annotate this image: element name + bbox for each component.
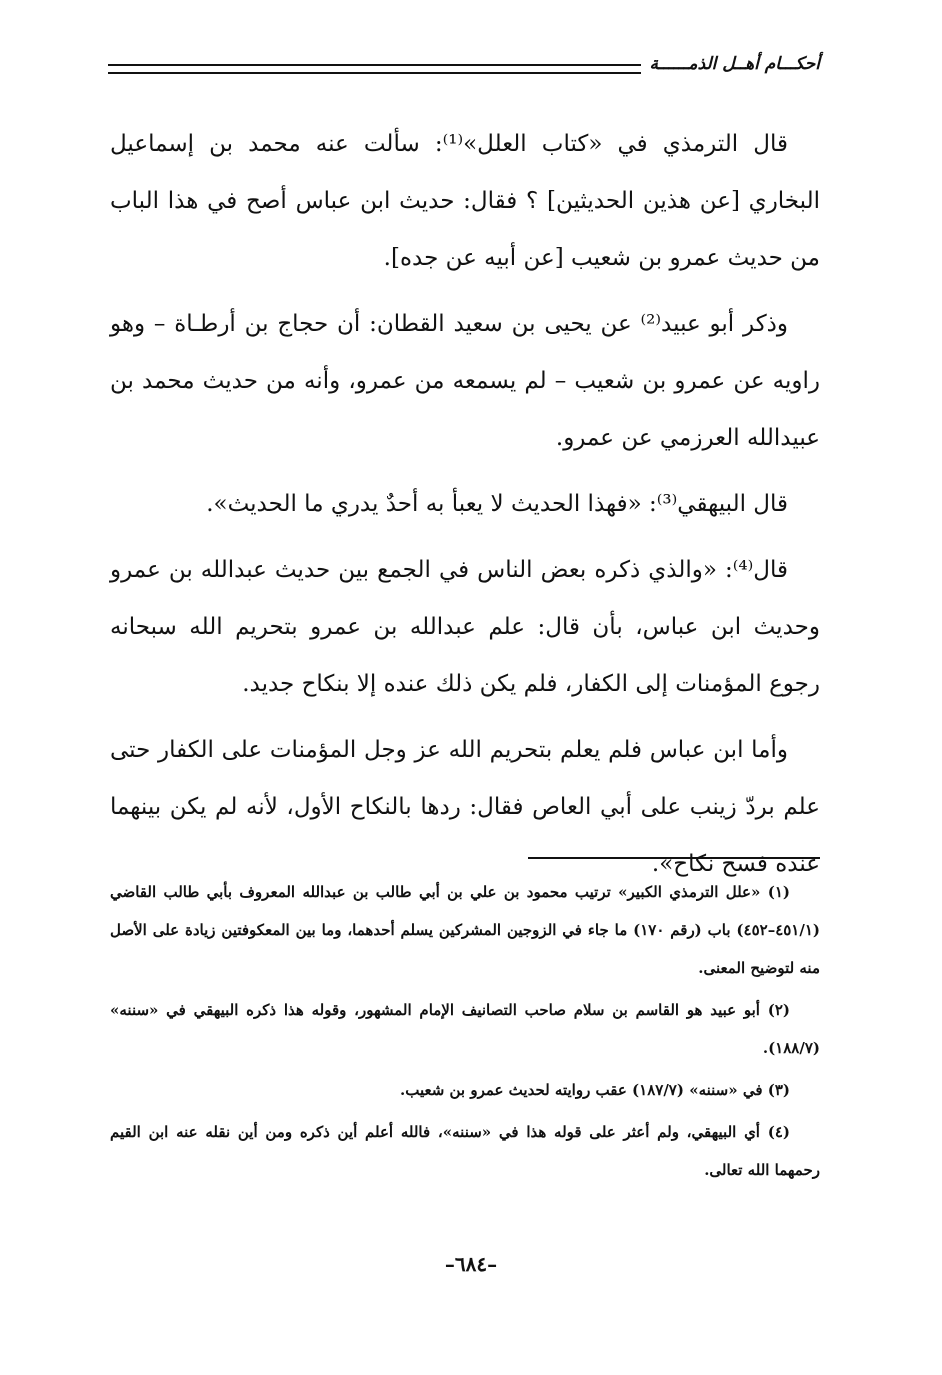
paragraph-1: قال الترمذي في «كتاب العلل»⁽¹⁾: سألت عنه محمد بن إسماعيل البخاري [عن هذين الحديثين] ؟ فقال: حديث ابن عباس أصح في هذا الباب من حديث عمرو بن شعيب [عن أبيه عن جده].: [110, 131, 820, 271]
header-rule-top: [108, 64, 670, 66]
paragraph-4: قال⁽⁴⁾: «والذي ذكره بعض الناس في الجمع بين حديث عبدالله بن عمرو وحديث ابن عباس، بأن قال: علم عبدالله بن عمرو بتحريم الله سبحانه رجوع المؤمنات إلى الكفار، فلم يكن ذلك عنده إلا بنكاح جديد.: [110, 557, 820, 697]
footnote-separator: [528, 857, 820, 859]
running-title: أحكـــام أهــل الذمــــــة: [641, 52, 820, 76]
footnote-3: (٣) في «سننه» (١٨٧/٧) عقب روايته لحديث عمرو بن شعيب.: [400, 1081, 790, 1099]
running-header: [108, 52, 820, 86]
main-text: [110, 116, 820, 902]
page-number: –٦٨٤–: [444, 1252, 498, 1276]
paragraph-5: وأما ابن عباس فلم يعلم بتحريم الله عز وجل المؤمنات على الكفار حتى علم بردّ زينب على أبي العاص فقال: ردها بالنكاح الأول، لأنه لم يكن بينهما عنده فسخ نكاح».: [110, 737, 820, 877]
footnotes: [110, 873, 820, 1193]
paragraph-3: قال البيهقي⁽³⁾: «فهذا الحديث لا يعبأ به أحدٌ يدري ما الحديث».: [206, 491, 788, 517]
paragraph-2: وذكر أبو عبيد⁽²⁾ عن يحيى بن سعيد القطان: أن حجاج بن أرطـاة – وهو راويه عن عمرو بن شعيب – لم يسمعه من عمرو، وأنه من حديث محمد بن عبيدالله العرزمي عن عمرو.: [110, 311, 820, 451]
footnote-4: (٤) أي البيهقي، ولم أعثر على قوله هذا في «سننه»، فالله أعلم أين ذكره ومن أين نقله عنه ابن القيم رحمهما الله تعالى.: [110, 1123, 820, 1179]
footnote-2: (٢) أبو عبيد هو القاسم بن سلام صاحب التصانيف الإمام المشهور، وقوله هذا ذكره البيهقي في «سننه» (١٨٨/٧).: [110, 1001, 820, 1057]
footnote-1: (١) «علل الترمذي الكبير» ترتيب محمود بن علي بن أبي طالب بن عبدالله المعروف بأبي طالب القاضي (٤٥١/١–٤٥٢) باب (رقم ١٧٠) ما جاء في الزوجين المشركين يسلم أحدهما، وما بين المعكوفتين زيادة على الأصل منه لتوضيح المعنى.: [110, 883, 821, 977]
